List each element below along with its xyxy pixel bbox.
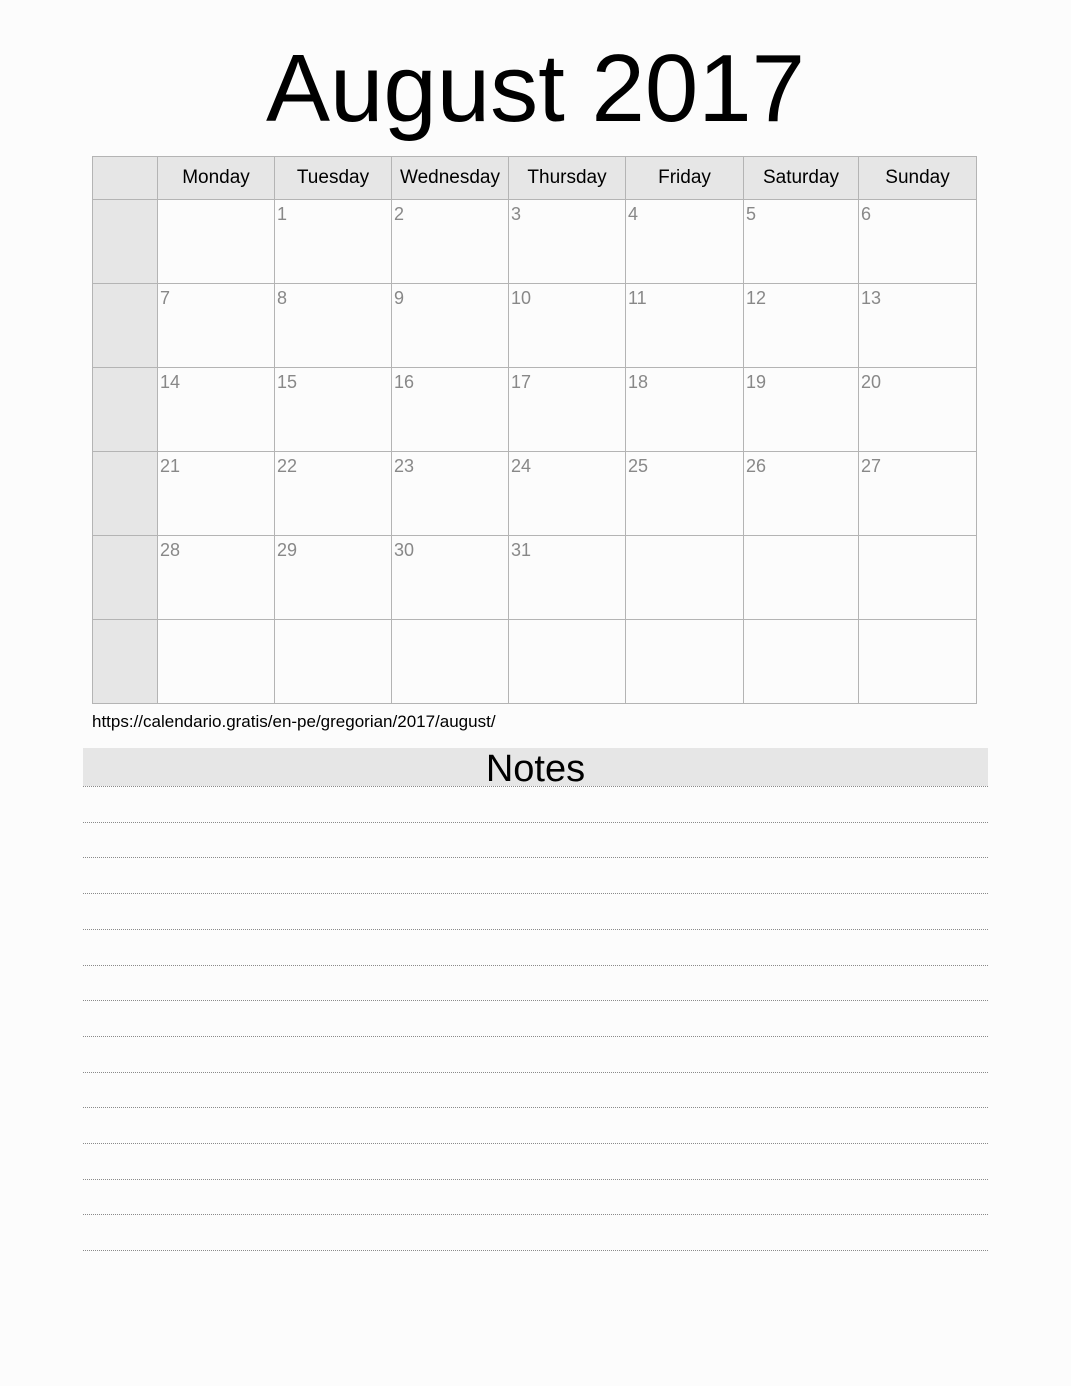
day-cell (158, 200, 275, 284)
day-cell: 24 (509, 452, 626, 536)
day-cell: 2 (392, 200, 509, 284)
day-cell (509, 620, 626, 704)
notes-line (83, 1143, 988, 1144)
week-number-cell (93, 620, 158, 704)
day-cell: 30 (392, 536, 509, 620)
day-cell: 18 (626, 368, 744, 452)
weekday-header: Thursday (509, 157, 626, 200)
notes-line (83, 1214, 988, 1215)
week-row (93, 200, 977, 284)
week-number-header (93, 157, 158, 200)
week-number-cell (93, 368, 158, 452)
weekday-header: Wednesday (392, 157, 509, 200)
weekday-header: Monday (158, 157, 275, 200)
notes-line (83, 929, 988, 930)
week-number-cell (93, 284, 158, 368)
weekday-header: Saturday (744, 157, 859, 200)
weekday-header: Tuesday (275, 157, 392, 200)
week-number-cell (93, 200, 158, 284)
weekday-header: Sunday (859, 157, 977, 200)
day-cell: 16 (392, 368, 509, 452)
day-cell: 8 (275, 284, 392, 368)
week-number-cell (93, 536, 158, 620)
day-cell: 19 (744, 368, 859, 452)
day-cell: 31 (509, 536, 626, 620)
week-row (93, 536, 977, 620)
day-cell (158, 620, 275, 704)
notes-line (83, 965, 988, 966)
notes-line (83, 857, 988, 858)
week-row (93, 452, 977, 536)
day-cell: 29 (275, 536, 392, 620)
day-cell (859, 620, 977, 704)
page-title: August 2017 (265, 35, 806, 142)
day-cell (626, 536, 744, 620)
day-cell: 28 (158, 536, 275, 620)
day-cell (275, 620, 392, 704)
day-cell (744, 620, 859, 704)
notes-line (83, 786, 988, 787)
notes-line (83, 1250, 988, 1251)
notes-heading: Notes (83, 748, 988, 786)
day-cell: 9 (392, 284, 509, 368)
day-cell: 22 (275, 452, 392, 536)
week-row (93, 284, 977, 368)
day-cell: 17 (509, 368, 626, 452)
day-cell (859, 536, 977, 620)
day-cell: 4 (626, 200, 744, 284)
week-row (93, 368, 977, 452)
day-cell: 7 (158, 284, 275, 368)
day-cell: 26 (744, 452, 859, 536)
calendar-grid (92, 156, 977, 704)
day-cell: 13 (859, 284, 977, 368)
day-cell: 23 (392, 452, 509, 536)
day-cell (392, 620, 509, 704)
notes-line (83, 1072, 988, 1073)
day-cell: 11 (626, 284, 744, 368)
day-cell: 27 (859, 452, 977, 536)
day-cell: 6 (859, 200, 977, 284)
day-cell: 3 (509, 200, 626, 284)
day-cell: 20 (859, 368, 977, 452)
notes-line (83, 1179, 988, 1180)
notes-line (83, 1000, 988, 1001)
notes-line (83, 1036, 988, 1037)
week-number-cell (93, 452, 158, 536)
day-cell: 1 (275, 200, 392, 284)
day-cell: 25 (626, 452, 744, 536)
day-cell (744, 536, 859, 620)
day-cell: 12 (744, 284, 859, 368)
notes-line (83, 1107, 988, 1108)
day-cell: 21 (158, 452, 275, 536)
day-cell: 15 (275, 368, 392, 452)
weekday-header: Friday (626, 157, 744, 200)
notes-line (83, 893, 988, 894)
week-row (93, 620, 977, 704)
day-cell: 10 (509, 284, 626, 368)
weekday-header-row (93, 157, 977, 200)
notes-line (83, 822, 988, 823)
day-cell: 14 (158, 368, 275, 452)
source-url: https://calendario.gratis/en-pe/gregorian/2017/august/ (92, 712, 496, 731)
day-cell (626, 620, 744, 704)
day-cell: 5 (744, 200, 859, 284)
